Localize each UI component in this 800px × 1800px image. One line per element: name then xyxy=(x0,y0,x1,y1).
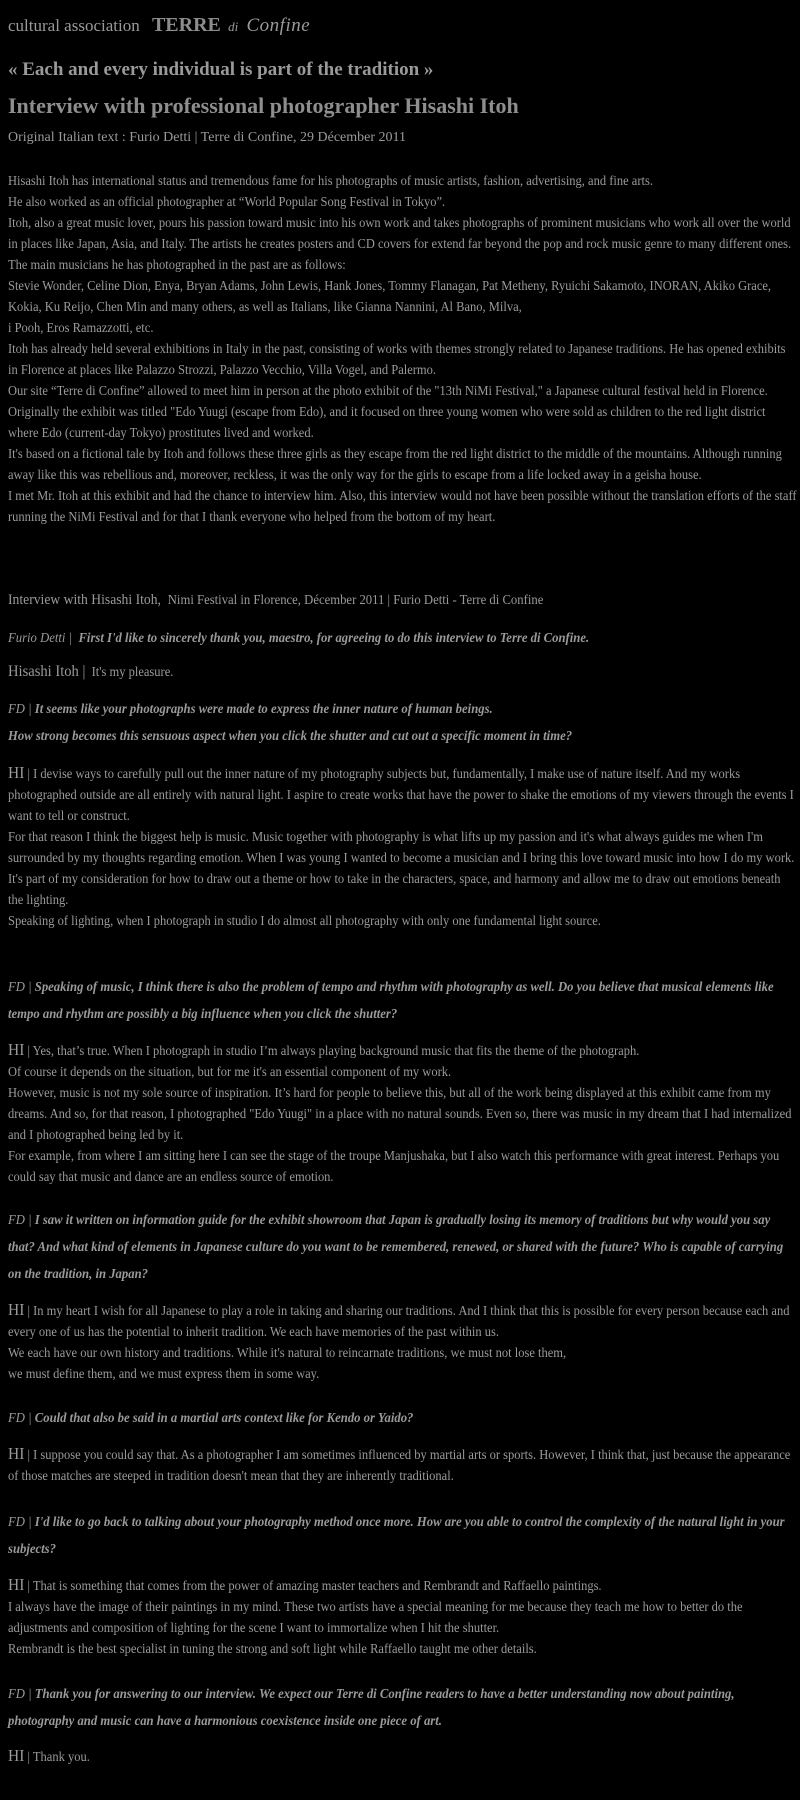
speaker-label: FD | xyxy=(8,979,32,994)
speaker-label: Furio Detti | xyxy=(8,630,73,645)
answer-text: | That is something that comes from the power of amazing master teachers and Rembrandt and Raffaello paintings. xyxy=(27,1578,602,1593)
question-text: How strong becomes this sensuous aspect when you click the shutter and cut out a specific moment in time? xyxy=(8,728,573,743)
answer-text: It's my pleasure. xyxy=(91,664,174,679)
interview-heading xyxy=(8,592,578,609)
answer-paragraph: We each have our own history and traditions. While it's natural to reincarnate traditions, we must not lose them, xyxy=(8,1345,567,1360)
answer-paragraph: I always have the image of their paintings in my mind. These two artists have a special meaning for me because they teach me how to better do the adjustments and composition of lighting for the scene I want to immortalize when I hit the shutter. xyxy=(8,1599,743,1635)
answer-text: | Thank you. xyxy=(27,1749,90,1764)
intro-paragraph: Hisashi Itoh has international status and tremendous fame for his photographs of music artists, fashion, advertising, and fine arts. xyxy=(8,173,653,188)
question xyxy=(8,973,800,1027)
question-text: Thank you for answering to our interview. We expect our Terre di Confine readers to have a better understanding now about painting, photography and music can have a harmonious coexistence inside one piece of art. xyxy=(8,1686,735,1728)
question xyxy=(8,1508,800,1562)
speaker-label: FD | xyxy=(8,1410,32,1425)
intro-paragraph: It's based on a fictional tale by Itoh and follows these three girls as they escape from the red light district to the middle of the mountains. Although running away like this was rebellious and, moreover, reckless, it was the only way for the girls to escape from a life locked away in a geisha house. xyxy=(8,446,782,482)
intro-paragraph: I met Mr. Itoh at this exhibit and had the chance to interview him. Also, this interview would not have been possible without the translation efforts of the staff running the NiMi Festival and for that I thank everyone who helped from the bottom of my heart. xyxy=(8,488,797,524)
speaker-label: HI xyxy=(8,763,25,782)
question xyxy=(8,1206,800,1287)
answer-text: | In my heart I wish for all Japanese to play a role in taking and sharing our traditions. And I think that this is possible for every person because each and every one of us has the potential to inherit tradition. We each have memories of the past within us. xyxy=(8,1303,790,1339)
speaker-label: Hisashi Itoh | xyxy=(8,663,86,680)
answer-paragraph: It's part of my consideration for how to draw out a theme or how to take in the characters, space, and harmony and allow me to draw out emotions beneath the lighting. xyxy=(8,871,781,907)
intro-paragraph: Itoh, also a great music lover, pours his passion toward music into his own work and takes photographs of prominent musicians who work all over the world in places like Japan, Asia, and Italy. The artists he creates posters and CD covers for extend far beyond the pop and rock music genre to many different ones. The main musicians he has photographed in the past are as follows: xyxy=(8,215,792,272)
answer-text: | I devise ways to carefully pull out the inner nature of my photography subjects but, fundamentally, I make use of nature itself. And my works photographed outside are all entirely with natural light. I aspire to create works that have the power to shake the emotions of my viewers through the events I want to tell or construct. xyxy=(8,766,794,823)
intro-paragraph: Itoh has already held several exhibitions in Italy in the past, consisting of works with themes strongly related to Japanese traditions. He has opened exhibits in Florence at places like Palazzo Strozzi, Palazzo Vecchio, Villa Vogel, and Palermo. xyxy=(8,341,786,377)
intro-paragraph: Our site “Terre di Confine” allowed to meet him in person at the photo exhibit of the "13th NiMi Festival," a Japanese cultural festival held in Florence. Originally the exhibit was titled "Edo Yuugi (escape from Edo), and it focused on three young women who were sold as children to the red light district where Edo (current-day Tokyo) prostitutes lived and worked. xyxy=(8,383,768,440)
answer-paragraph: However, music is not my sole source of inspiration. It’s hard for people to believe this, but all of the work being displayed at this exhibit came from my dreams. And so, for that reason, I photographed "Edo Yuugi" in a place with no natural sounds. Even so, there was music in my dream that I had internalized and I photographed being led by it. xyxy=(8,1085,792,1142)
interview-heading-main: Interview with Hisashi Itoh, xyxy=(8,592,161,608)
brand-confine: Confine xyxy=(246,15,311,36)
intro-text xyxy=(8,170,800,527)
speaker-label: HI xyxy=(8,1746,25,1765)
answer-paragraph: Of course it depends on the situation, but for me it's an essential component of my work. xyxy=(8,1064,452,1079)
intro-paragraph: Stevie Wonder, Celine Dion, Enya, Bryan Adams, John Lewis, Hank Jones, Tommy Flanagan, Pat Metheny, Ryuichi Sakamoto, INORAN, Akiko Grace, Kokia, Ku Reijo, Chen Min and many others, as well as Italians, like Gianna Nannini, Al Bano, Milva, xyxy=(8,278,772,314)
intro-paragraph: i Pooh, Eros Ramazzotti, etc. xyxy=(8,320,154,335)
question-text: First I'd like to sincerely thank you, maestro, for agreeing to do this interview to Terre di Confine. xyxy=(78,630,590,645)
page-title: Interview with professional photographer Hisashi Itoh xyxy=(8,93,519,118)
interview-heading-sub: Nimi Festival in Florence, Décember 2011 | Furio Detti - Terre di Confine xyxy=(167,592,544,607)
question xyxy=(8,1404,800,1431)
quote-title: « Each and every individual is part of the tradition » xyxy=(8,59,434,80)
answer xyxy=(8,762,800,931)
question-text: I'd like to go back to talking about your photography method once more. How are you able to control the complexity of the natural light in your subjects? xyxy=(8,1514,785,1556)
question-text: It seems like your photographs were made to express the inner nature of human beings. xyxy=(34,701,493,716)
brand-terre: TERRE xyxy=(151,14,221,36)
answer-text: | I suppose you could say that. As a photographer I am sometimes influenced by martial arts or sports. However, I think that, just because the appearance of those matches are steeped in tradition doesn't mean that they are inherently traditional. xyxy=(8,1447,791,1483)
answer xyxy=(8,1299,800,1384)
answer-paragraph: Speaking of lighting, when I photograph in studio I do almost all photography with only one fundamental light source. xyxy=(8,913,601,928)
answer-paragraph: Rembrandt is the best specialist in tuning the strong and soft light while Raffaello taught me other details. xyxy=(8,1641,537,1656)
question xyxy=(8,695,800,749)
answer-paragraph: we must define them, and we must express them in some way. xyxy=(8,1366,320,1381)
site-brand[interactable] xyxy=(8,14,310,37)
speaker-label: HI xyxy=(8,1300,25,1319)
answer-text: | Yes, that’s true. When I photograph in studio I’m always playing background music that fits the theme of the photograph. xyxy=(27,1043,640,1058)
byline: Original Italian text : Furio Detti | Terre di Confine, 29 Décember 2011 xyxy=(8,130,406,145)
speaker-label: HI xyxy=(8,1040,25,1059)
question xyxy=(8,1680,800,1734)
answer-paragraph: For that reason I think the biggest help is music. Music together with photography is what lifts up my passion and it's what always guides me when I'm surrounded by my thoughts regarding emotion. When I was young I wanted to become a musician and I bring this love toward music into how I do my work. xyxy=(8,829,795,865)
speaker-label: FD | xyxy=(8,1514,32,1529)
answer xyxy=(8,1745,800,1767)
brand-org-label: cultural association xyxy=(8,16,140,35)
question-text: Speaking of music, I think there is also the problem of tempo and rhythm with photography as well. Do you believe that musical elements like tempo and rhythm are possibly a big influence when you click the shutter? xyxy=(8,979,774,1021)
speaker-label: FD | xyxy=(8,1212,32,1227)
answer xyxy=(8,1039,800,1187)
speaker-label: HI xyxy=(8,1575,25,1594)
speaker-label: HI xyxy=(8,1444,25,1463)
brand-di: di xyxy=(228,19,239,34)
intro-paragraph: He also worked as an official photographer at “World Popular Song Festival in Tokyo”. xyxy=(8,194,446,209)
speaker-label: FD | xyxy=(8,1686,32,1701)
question xyxy=(8,624,800,651)
answer xyxy=(8,1443,800,1486)
speaker-label: FD | xyxy=(8,701,32,716)
question-text: I saw it written on information guide for the exhibit showroom that Japan is gradually losing its memory of traditions but why would you say that? And what kind of elements in Japanese culture do you want to be remembered, renewed, or shared with the future? Who is capable of carrying on the tradition, in Japan? xyxy=(8,1212,784,1281)
question-text: Could that also be said in a martial arts context like for Kendo or Yaido? xyxy=(34,1410,414,1425)
answer xyxy=(8,661,800,682)
answer-paragraph: For example, from where I am sitting here I can see the stage of the troupe Manjushaka, but I also watch this performance with great interest. Perhaps you could say that music and dance are an endless source of emotion. xyxy=(8,1148,780,1184)
answer xyxy=(8,1574,800,1659)
